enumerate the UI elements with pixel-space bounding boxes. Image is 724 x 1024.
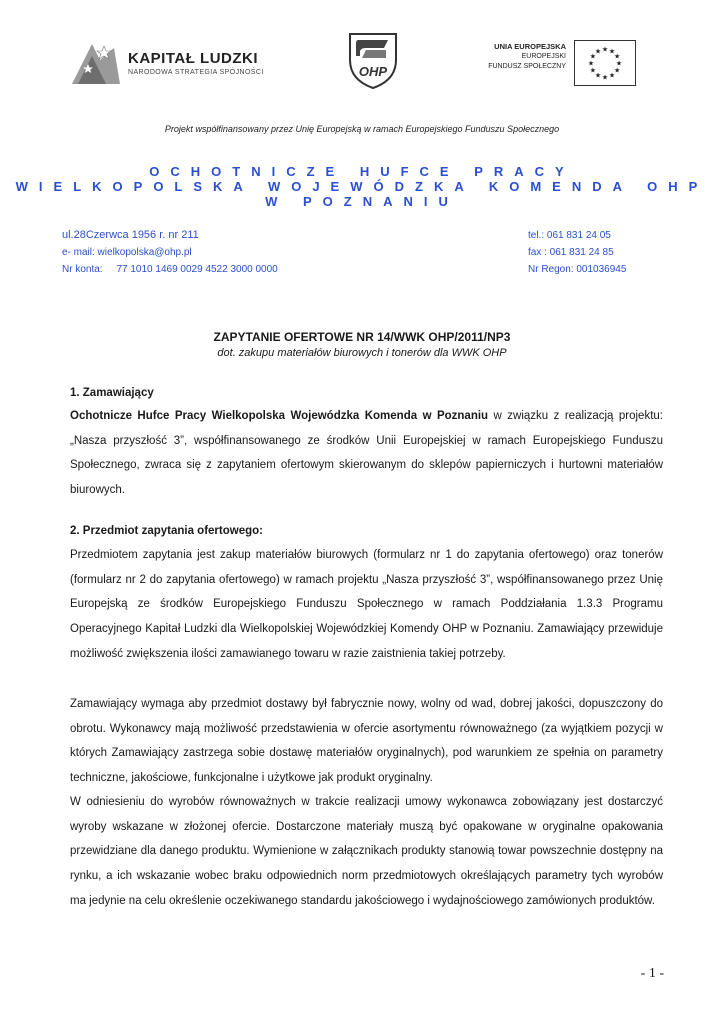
ohp-emblem-icon bbox=[340, 30, 406, 90]
eu-star-icon: ★ bbox=[589, 53, 597, 61]
header-line-3: W POZNANIU bbox=[265, 194, 459, 209]
section-1-text: w związku z realizacją projektu: „Nasza przyszłość 3”, współfinansowanego ze środków Unii Europejskiej w ramach Europejskiego Funduszu Społecznego, zwraca się z zapytaniem ofertowym skierowanym do sklepów papierniczych i hurtowni materiałów biurowych. bbox=[70, 410, 663, 497]
section-1-paragraph bbox=[70, 404, 663, 503]
kapital-ludzki-logo bbox=[70, 38, 290, 86]
eu-logo-text bbox=[488, 42, 566, 72]
eu-logo-line2: EUROPEJSKI bbox=[521, 53, 566, 60]
page-number: - 1 - bbox=[640, 966, 664, 981]
document-subtitle: dot. zakupu materiałów biurowych i tonerów dla WWK OHP bbox=[217, 347, 507, 359]
cofinancing-note: Projekt współfinansowany przez Unię Europejską w ramach Europejskiego Funduszu Społecznego bbox=[164, 124, 560, 134]
eu-star-icon: ★ bbox=[589, 67, 597, 75]
contact-regon: Nr Regon: 001036945 bbox=[528, 264, 627, 275]
eu-star-icon: ★ bbox=[594, 72, 602, 80]
ohp-logo bbox=[340, 30, 406, 90]
header-line-1: OCHOTNICZE HUFCE PRACY bbox=[149, 164, 575, 179]
eu-star-icon: ★ bbox=[601, 74, 609, 82]
eu-logo-line1: UNIA EUROPEJSKA bbox=[494, 42, 566, 51]
kapital-ludzki-title: KAPITAŁ LUDZKI bbox=[128, 50, 259, 67]
section-2-heading: 2. Przedmiot zapytania ofertowego: bbox=[70, 525, 263, 537]
section-2-paragraph-1: Przedmiotem zapytania jest zakup materiałów biurowych (formularz nr 1 do zapytania ofertowego) oraz tonerów (formularz nr 2 do zapytania ofertowego) w ramach projektu „Nasza przyszłość 3”, współfinansowanego przez Unię Europejską ze środków Europejskiego Funduszu Społecznego w ramach Poddziałania 1.3.3 Programu Operacyjnego Kapitał Ludzki dla Wielkopolskiej Wojewódzkiej Komendy OHP w Poznaniu. Zamawiający przewiduje możliwość zwiększenia ilości zamawianego towaru w razie zaistnienia takiej potrzeby. bbox=[70, 549, 663, 660]
ohp-logo-text: OHP bbox=[358, 64, 388, 79]
eu-logo-line3: FUNDUSZ SPOŁECZNY bbox=[488, 63, 566, 70]
eu-star-icon: ★ bbox=[608, 48, 616, 56]
eu-logo bbox=[470, 40, 636, 86]
header-line-2: WIELKOPOLSKA WOJEWÓDZKA KOMENDA OHP bbox=[15, 179, 709, 194]
contact-account: Nr konta: 77 1010 1469 0029 4522 3000 0000 bbox=[62, 264, 278, 275]
eu-star-icon: ★ bbox=[587, 60, 595, 68]
contact-address: ul.28Czerwca 1956 r. nr 211 bbox=[62, 229, 199, 241]
section-1-heading: 1. Zamawiający bbox=[70, 387, 154, 399]
contact-phone: tel.: 061 831 24 05 bbox=[528, 230, 611, 241]
kapital-ludzki-subtitle: NARODOWA STRATEGIA SPÓJNOŚCI bbox=[128, 69, 264, 76]
eu-flag-icon bbox=[574, 40, 636, 86]
contact-email[interactable]: e- mail: wielkopolska@ohp.pl bbox=[62, 247, 192, 258]
document-title: ZAPYTANIE OFERTOWE NR 14/WWK OHP/2011/NP3 bbox=[213, 330, 511, 344]
eu-star-icon: ★ bbox=[601, 46, 609, 54]
eu-star-icon: ★ bbox=[613, 53, 621, 61]
contact-fax: fax : 061 831 24 85 bbox=[528, 247, 614, 258]
section-2-paragraph-2: Zamawiający wymaga aby przedmiot dostawy był fabrycznie nowy, wolny od wad, dobrej jakości, dopuszczony do obrotu. Wykonawcy mają możliwość przedstawienia w ofercie asortymentu równoważnego (za wyjątkiem pozycji w których Zamawiający zastrzega sobie dostawę materiałów oryginalnych), pod warunkiem ze spełnia on parametry techniczne, jakościowe, funkcjonalne i użytkowe jak produkt oryginalny. bbox=[70, 698, 663, 785]
section-2-paragraph-3: W odniesieniu do wyrobów równoważnych w trakcie realizacji umowy wykonawca zobowiązany jest dostarczyć wyroby wskazane w złożonej ofercie. Dostarczone materiały muszą być opakowane w oryginalne opakowania przewidziane dla danego produktu. Wymienione w załącznikach produkty stanowią towar powszechnie dostępny na rynku, a ich wskazanie wobec braku odpowiednich norm przedmiotowych określających parametry tych wyrobów ma jedynie na celu określenie oczekiwanego standardu jakościowego i wydajnościowego zamówionych produktów. bbox=[70, 796, 663, 907]
eu-star-icon: ★ bbox=[615, 60, 623, 68]
section-1-bold-lead: Ochotnicze Hufce Pracy Wielkopolska Wojewódzka Komenda w Poznaniu bbox=[70, 410, 489, 422]
eu-star-icon: ★ bbox=[613, 67, 621, 75]
eu-star-icon: ★ bbox=[594, 48, 602, 56]
kapital-ludzki-emblem-icon bbox=[70, 38, 122, 86]
eu-star-icon: ★ bbox=[608, 72, 616, 80]
